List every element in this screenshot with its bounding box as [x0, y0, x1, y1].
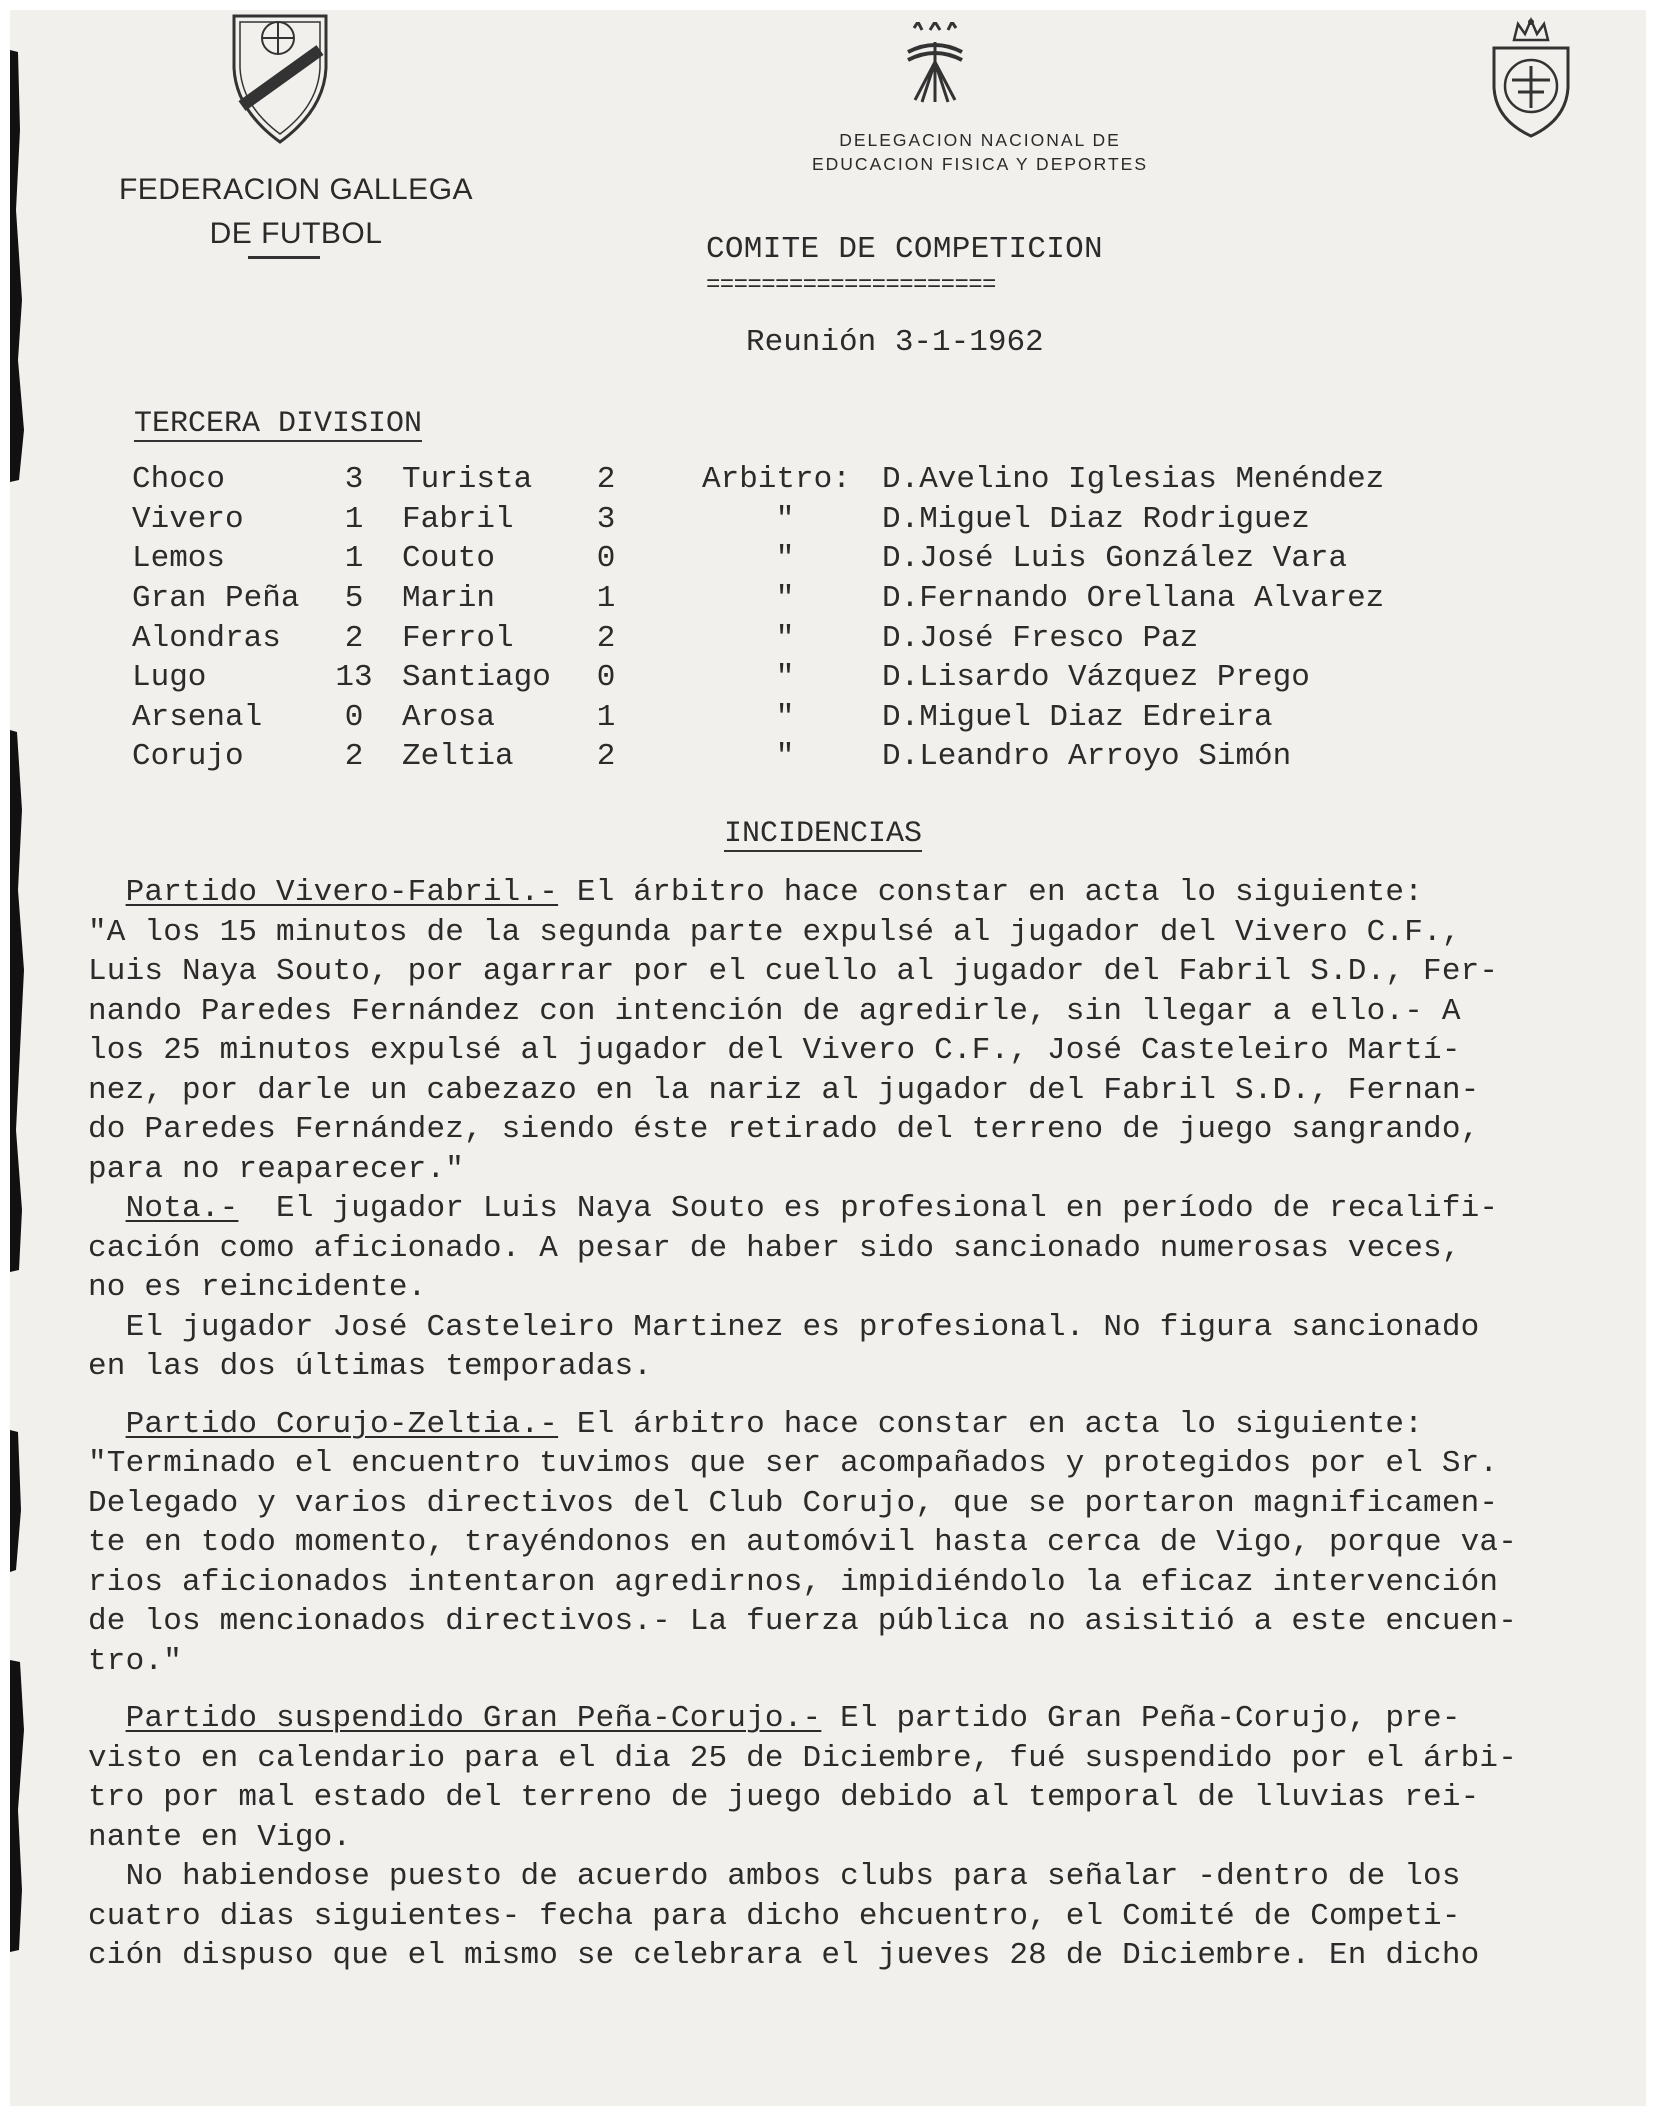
ditto-mark: " — [775, 620, 795, 656]
text-line: rios aficionados intentaron agredirnos, impidiéndolo la eficaz intervención — [88, 1564, 1499, 1600]
away-score: 2 — [596, 739, 616, 775]
text-line — [88, 1189, 1638, 1229]
referee-name: D.Fernando Orellana Alvarez — [882, 581, 1385, 617]
torn-left-edge — [10, 10, 34, 2106]
result-row — [132, 698, 1384, 738]
home-score: 13 — [335, 660, 373, 696]
away-score: 3 — [596, 501, 616, 537]
away-team: Ferrol — [402, 620, 514, 656]
away-team: Turista — [402, 462, 533, 498]
home-score: 1 — [344, 501, 364, 537]
text-span: El partido Gran Peña-Corujo, pre- — [821, 1701, 1461, 1736]
text-line — [88, 1699, 1638, 1739]
text-line: nante en Vigo. — [88, 1819, 352, 1855]
ditto-mark: " — [775, 739, 795, 775]
away-team: Zeltia — [402, 739, 514, 775]
home-score: 0 — [344, 699, 364, 735]
text-line: Luis Naya Souto, por agarrar por el cuello al jugador del Fabril S.D., Fer- — [88, 954, 1499, 989]
text-span: No habiendose puesto de acuerdo ambos clubs para señalar -dentro de los — [125, 1859, 1461, 1894]
text-line: nando Paredes Fernández con intención de agredirle, sin llegar a ello.- A — [88, 993, 1461, 1029]
text-line — [88, 1857, 1638, 1897]
referee-name: D.Avelino Iglesias Menéndez — [882, 462, 1385, 498]
federation-name-line1: FEDERACION GALLEGA — [118, 173, 474, 206]
home-score: 2 — [344, 739, 364, 775]
federation-rule — [248, 256, 320, 259]
text-span: El árbitro hace constar en acta lo siguiente: — [558, 875, 1424, 910]
document-page — [10, 10, 1646, 2106]
paragraph-gap — [88, 1681, 1638, 1699]
results-table — [132, 460, 1384, 777]
text-line — [88, 873, 1638, 913]
result-row — [132, 500, 1384, 540]
text-line: visto en calendario para el dia 25 de Diciembre, fué suspendido por el árbi- — [88, 1740, 1518, 1776]
text-line: tro por mal estado del terreno de juego debido al temporal de lluvias rei- — [88, 1780, 1480, 1815]
text-line: de los mencionados directivos.- La fuerza pública no asisitió a este encuen- — [88, 1604, 1518, 1639]
text-line: Delegado y varios directivos del Club Corujo, que se portaron magnificamen- — [88, 1485, 1499, 1521]
text-line: no es reincidente. — [88, 1270, 427, 1305]
text-line — [88, 1308, 1638, 1348]
away-score: 1 — [596, 699, 616, 735]
incidents-title: INCIDENCIAS — [724, 817, 923, 851]
division-title: TERCERA DIVISION — [134, 407, 423, 441]
text-line — [88, 1405, 1638, 1445]
text-line: en las dos últimas temporadas. — [88, 1349, 653, 1384]
home-score: 1 — [344, 541, 364, 577]
home-team: Choco — [132, 462, 226, 498]
text-line: los 25 minutos expulsé al jugador del Vivero C.F., José Casteleiro Martí- — [88, 1033, 1461, 1068]
away-score: 1 — [596, 581, 616, 617]
committee-rule: ===================== — [706, 272, 996, 299]
home-score: 3 — [344, 462, 364, 498]
away-team: Fabril — [402, 501, 514, 537]
vivero-fabril-heading: Partido Vivero-Fabril.- — [125, 875, 559, 910]
home-score: 2 — [344, 620, 364, 656]
committee-title: COMITE DE COMPETICION — [706, 232, 1103, 267]
referee-name: D.Leandro Arroyo Simón — [882, 739, 1292, 775]
text-line: nez, por darle un cabezazo en la nariz al jugador del Fabril S.D., Fernan- — [88, 1072, 1480, 1108]
delegation-line2: EDUCACION FISICA Y DEPORTES — [811, 154, 1149, 174]
home-team: Vivero — [132, 501, 244, 537]
federation-name-line2: DE FUTBOL — [209, 217, 383, 250]
text-span: El árbitro hace constar en acta lo siguiente: — [558, 1406, 1424, 1442]
text-line: para no reaparecer." — [88, 1151, 465, 1187]
text-span: El jugador Luis Naya Souto es profesional en período de recalifi- — [238, 1191, 1499, 1226]
corujo-zeltia-heading: Partido Corujo-Zeltia.- — [125, 1406, 559, 1442]
result-row — [132, 618, 1384, 658]
text-line: te en todo momento, trayéndonos en automóvil hasta cerca de Vigo, porque va- — [88, 1525, 1518, 1560]
away-score: 0 — [596, 660, 616, 696]
incidents-body — [88, 873, 1638, 1976]
home-score: 5 — [344, 581, 364, 617]
home-team: Arsenal — [132, 699, 263, 735]
result-row — [132, 658, 1384, 698]
home-team: Gran Peña — [132, 581, 300, 617]
nota-heading: Nota.- — [125, 1191, 239, 1226]
text-line: do Paredes Fernández, siendo éste retirado del terreno de juego sangrando, — [88, 1112, 1480, 1147]
text-line: cación como aficionado. A pesar de haber sido sancionado numerosas veces, — [88, 1230, 1461, 1266]
ditto-mark: " — [775, 541, 795, 577]
crowned-crest-icon — [1488, 16, 1574, 140]
result-row — [132, 539, 1384, 579]
referee-name: D.José Fresco Paz — [882, 620, 1199, 656]
referee-name: D.Miguel Diaz Edreira — [882, 699, 1273, 735]
away-team: Couto — [402, 541, 496, 577]
away-team: Marin — [402, 581, 496, 617]
paragraph-gap — [88, 1387, 1638, 1405]
yoke-arrows-icon — [900, 22, 970, 104]
text-span: El jugador José Casteleiro Martinez es profesional. No figura sancionado — [125, 1309, 1480, 1345]
text-line: "Terminado el encuentro tuvimos que ser acompañados y protegidos por el Sr. — [88, 1446, 1499, 1481]
away-score: 0 — [596, 541, 616, 577]
away-team: Santiago — [402, 660, 551, 696]
text-line: cuatro dias siguientes- fecha para dicho ehcuentro, el Comité de Competi- — [88, 1898, 1461, 1934]
suspended-match-heading: Partido suspendido Gran Peña-Corujo.- — [125, 1701, 822, 1736]
away-score: 2 — [596, 462, 616, 498]
referee-label: Arbitro: — [702, 462, 851, 498]
result-row — [132, 579, 1384, 619]
federation-shield-icon — [228, 10, 332, 146]
delegation-name — [710, 128, 1250, 176]
home-team: Lugo — [132, 660, 207, 696]
home-team: Corujo — [132, 739, 244, 775]
ditto-mark: " — [775, 699, 795, 735]
away-team: Arosa — [402, 699, 496, 735]
ditto-mark: " — [775, 501, 795, 537]
result-row — [132, 460, 1384, 500]
referee-name: D.Miguel Diaz Rodriguez — [882, 501, 1310, 537]
ditto-mark: " — [775, 581, 795, 617]
result-row — [132, 737, 1384, 777]
away-score: 2 — [596, 620, 616, 656]
home-team: Lemos — [132, 541, 226, 577]
text-line: ción dispuso que el mismo se celebrara el jueves 28 de Diciembre. En dicho — [88, 1938, 1480, 1973]
text-line: "A los 15 minutos de la segunda parte expulsé al jugador del Vivero C.F., — [88, 914, 1461, 950]
meeting-date: Reunión 3-1-1962 — [746, 325, 1044, 360]
federation-name — [96, 168, 496, 256]
ditto-mark: " — [775, 660, 795, 696]
text-line: tro." — [88, 1643, 183, 1679]
referee-name: D.José Luis González Vara — [882, 541, 1348, 577]
referee-name: D.Lisardo Vázquez Prego — [882, 660, 1310, 696]
home-team: Alondras — [132, 620, 281, 656]
delegation-line1: DELEGACION NACIONAL DE — [839, 130, 1121, 150]
